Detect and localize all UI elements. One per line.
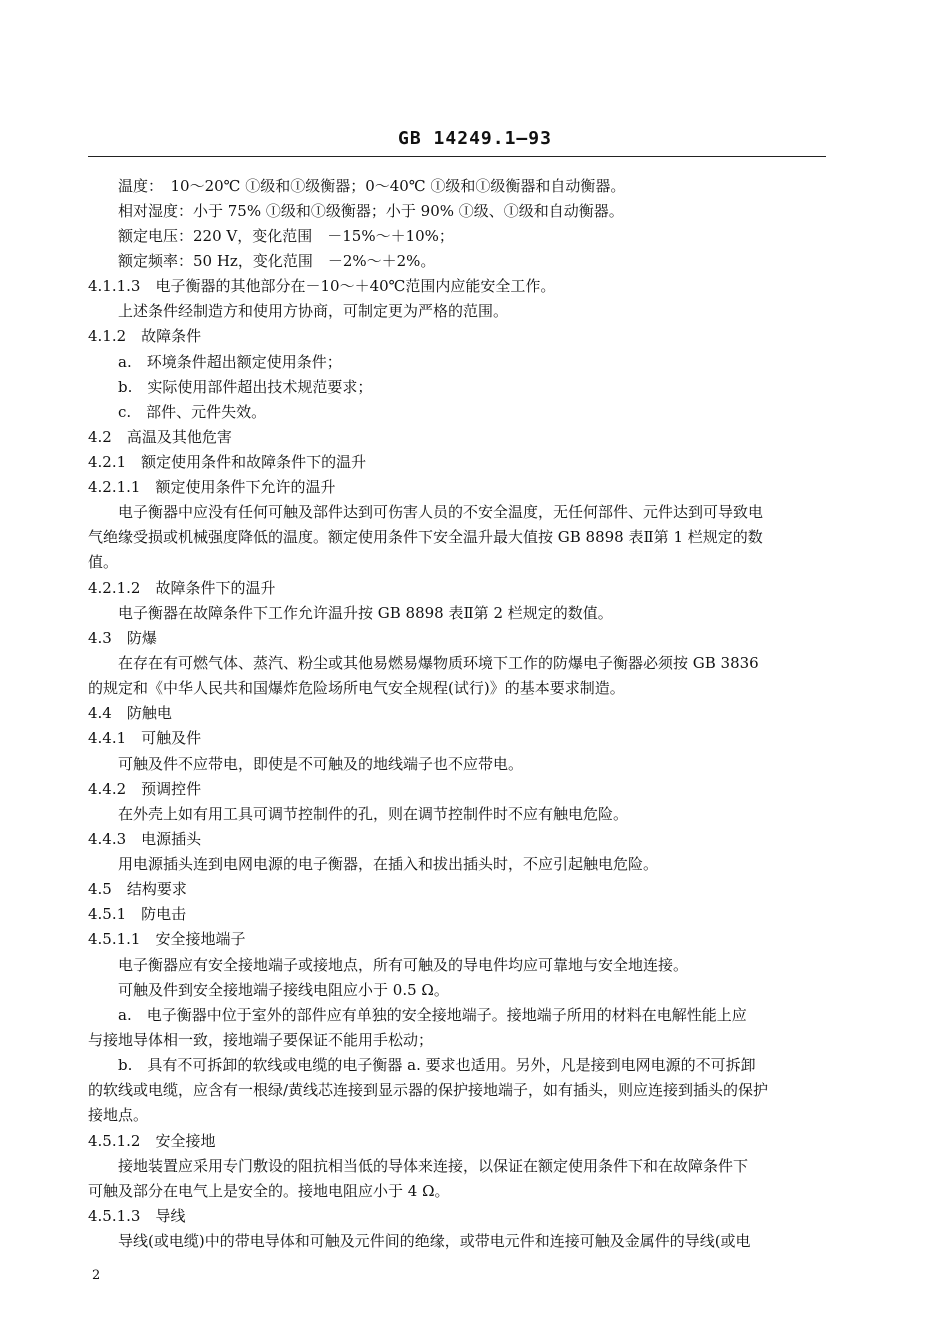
text-line: 额定频率：50 Hz，变化范围 －2%～＋2%。: [118, 252, 436, 270]
text-line: 可触及部分在电气上是安全的。接地电阻应小于 4 Ω。: [88, 1182, 450, 1200]
section-heading: 4.4 防触电: [88, 704, 172, 722]
standard-number-header: GB 14249.1—93: [398, 128, 552, 149]
text-line: 的软线或电缆，应含有一根绿/黄线芯连接到显示器的保护接地端子，如有插头，则应连接到插头的保护: [88, 1081, 769, 1099]
section-heading: 4.1.1.3 电子衡器的其他部分在－10～＋40℃范围内应能安全工作。: [88, 277, 556, 295]
text-line: 接地装置应采用专门敷设的阻抗相当低的导体来连接，以保证在额定使用条件下和在故障条件下: [118, 1157, 749, 1175]
text-line: 上述条件经制造方和使用方协商，可制定更为严格的范围。: [118, 302, 509, 320]
list-item: a. 电子衡器中位于室外的部件应有单独的安全接地端子。接地端子所用的材料在电解性能上应: [118, 1006, 747, 1024]
list-item: a. 环境条件超出额定使用条件；: [118, 353, 342, 371]
text-line: 与接地导体相一致，接地端子要保证不能用手松动；: [88, 1031, 434, 1049]
text-line: 气绝缘受损或机械强度降低的温度。额定使用条件下安全温升最大值按 GB 8898 表Ⅱ第 1 栏规定的数: [88, 528, 763, 546]
section-heading: 4.4.2 预调控件: [88, 780, 202, 798]
section-heading: 4.5.1.3 导线: [88, 1207, 186, 1225]
section-heading: 4.4.1 可触及件: [88, 729, 202, 747]
section-heading: 4.5.1.1 安全接地端子: [88, 930, 246, 948]
section-heading: 4.1.2 故障条件: [88, 327, 202, 345]
text-line: 电子衡器应有安全接地端子或接地点，所有可触及的导电件均应可靠地与安全地连接。: [118, 956, 689, 974]
text-line: 接地点。: [88, 1106, 149, 1124]
page-number: 2: [92, 1268, 101, 1283]
section-heading: 4.2.1.2 故障条件下的温升: [88, 579, 276, 597]
text-line: 电子衡器中应没有任何可触及部件达到可伤害人员的不安全温度，无任何部件、元件达到可导致电: [118, 503, 764, 521]
section-heading: 4.3 防爆: [88, 629, 157, 647]
text-line: 在外壳上如有用工具可调节控制件的孔，则在调节控制件时不应有触电危险。: [118, 805, 629, 823]
text-line: 值。: [88, 553, 119, 571]
text-line: 的规定和《中华人民共和国爆炸危险场所电气安全规程(试行)》的基本要求制造。: [88, 679, 625, 697]
section-heading: 4.2 高温及其他危害: [88, 428, 232, 446]
text-line: 温度： 10～20℃ Ⓘ级和Ⓘ级衡器；0～40℃ Ⓘ级和Ⓘ级衡器和自动衡器。: [118, 177, 626, 195]
list-item: b. 具有不可拆卸的软线或电缆的电子衡器 a. 要求也适用。另外，凡是接到电网电源的不可拆卸: [118, 1056, 756, 1074]
section-heading: 4.5.1 防电击: [88, 905, 187, 923]
section-heading: 4.2.1.1 额定使用条件下允许的温升: [88, 478, 336, 496]
list-item: b. 实际使用部件超出技术规范要求；: [118, 378, 373, 396]
text-line: 可触及件到安全接地端子接线电阻应小于 0.5 Ω。: [118, 981, 449, 999]
text-line: 可触及件不应带电，即使是不可触及的地线端子也不应带电。: [118, 755, 524, 773]
header-rule: [88, 156, 826, 157]
section-heading: 4.4.3 电源插头: [88, 830, 202, 848]
text-line: 在存在有可燃气体、蒸汽、粉尘或其他易燃易爆物质环境下工作的防爆电子衡器必须按 GB 3836: [118, 654, 759, 672]
section-heading: 4.5.1.2 安全接地: [88, 1132, 216, 1150]
text-line: 电子衡器在故障条件下工作允许温升按 GB 8898 表Ⅱ第 2 栏规定的数值。: [118, 604, 613, 622]
section-heading: 4.2.1 额定使用条件和故障条件下的温升: [88, 453, 367, 471]
text-line: 相对湿度：小于 75% Ⓘ级和Ⓘ级衡器；小于 90% Ⓘ级、Ⓘ级和自动衡器。: [118, 202, 624, 220]
text-line: 用电源插头连到电网电源的电子衡器，在插入和拔出插头时，不应引起触电危险。: [118, 855, 659, 873]
text-line: 导线(或电缆)中的带电导体和可触及元件间的绝缘，或带电元件和连接可触及金属件的导线(或电: [118, 1232, 751, 1250]
list-item: c. 部件、元件失效。: [118, 403, 267, 421]
section-heading: 4.5 结构要求: [88, 880, 187, 898]
text-line: 额定电压：220 V，变化范围 －15%～＋10%；: [118, 227, 454, 245]
